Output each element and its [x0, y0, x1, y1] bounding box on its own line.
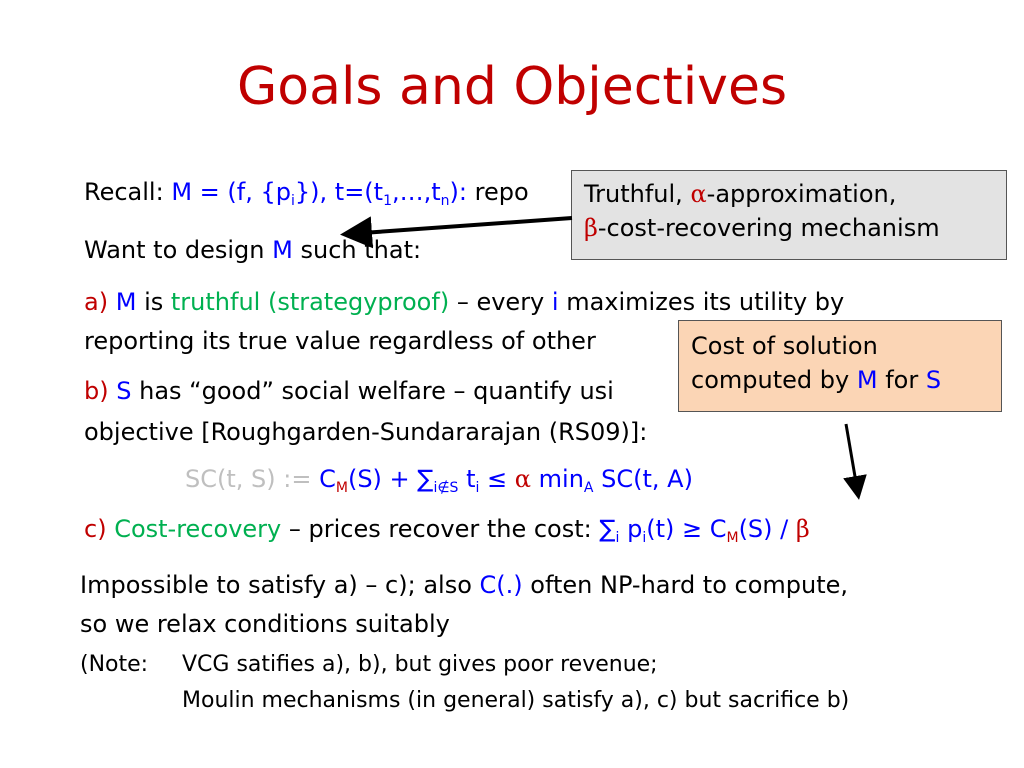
recall-label: Recall: — [84, 178, 164, 206]
item-b-line1: b) S has “good” social welfare – quantify usi — [84, 377, 614, 405]
note-prefix: (Note: — [80, 652, 149, 677]
item-b-line2: objective [Roughgarden-Sundararajan (RS09)]: — [84, 418, 648, 446]
item-a-label: a) — [84, 288, 109, 316]
note-line1: VCG satifies a), b), but gives poor revenue; — [182, 652, 658, 677]
recall-rest: repo — [474, 178, 529, 206]
type-vector: $t=(t_1,\dots,t_n)$: — [334, 178, 467, 209]
item-c-label: c) — [84, 515, 107, 543]
arrow-to-mechanism — [348, 218, 572, 234]
callout-truthful-mechanism: Truthful, α-approximation, β-cost-recovering mechanism — [571, 170, 1007, 260]
callout-cost-of-solution: Cost of solution computed by M for S — [678, 320, 1002, 412]
recall-line — [84, 177, 529, 207]
slide-title: Goals and Objectives — [236, 57, 788, 117]
social-cost-formula: SC(t, S) := $C_M(S) + \sum_{i\notin S}$ $t_i \le \alpha$ $\min_A SC(t$, A) — [185, 465, 693, 496]
item-a-line1: a) M is truthful (strategyproof) – every i maximizes its utility by — [84, 288, 845, 316]
cost-recovery-term: Cost-recovery — [114, 515, 282, 543]
want-line: Want to design M such that: — [84, 236, 422, 264]
impossible-line2: so we relax conditions suitably — [80, 610, 450, 638]
note-line2: Moulin mechanisms (in general) satisfy a), c) but sacrifice b) — [182, 688, 850, 713]
impossible-line1: Impossible to satisfy a) – c); also C(.) often NP-hard to compute, — [80, 571, 849, 599]
truthful-term: truthful (strategyproof) — [170, 288, 450, 316]
arrow-to-cost — [846, 424, 858, 494]
item-c-line: c) Cost-recovery – prices recover the cost: $\sum_i$ $p_i(t) \ge C_M(S) / \beta$ — [84, 515, 810, 546]
mechanism-definition: M = (f, $\{p_i\}$), — [171, 178, 328, 209]
item-a-line2: reporting its true value regardless of other — [84, 327, 596, 355]
item-b-label: b) — [84, 377, 109, 405]
